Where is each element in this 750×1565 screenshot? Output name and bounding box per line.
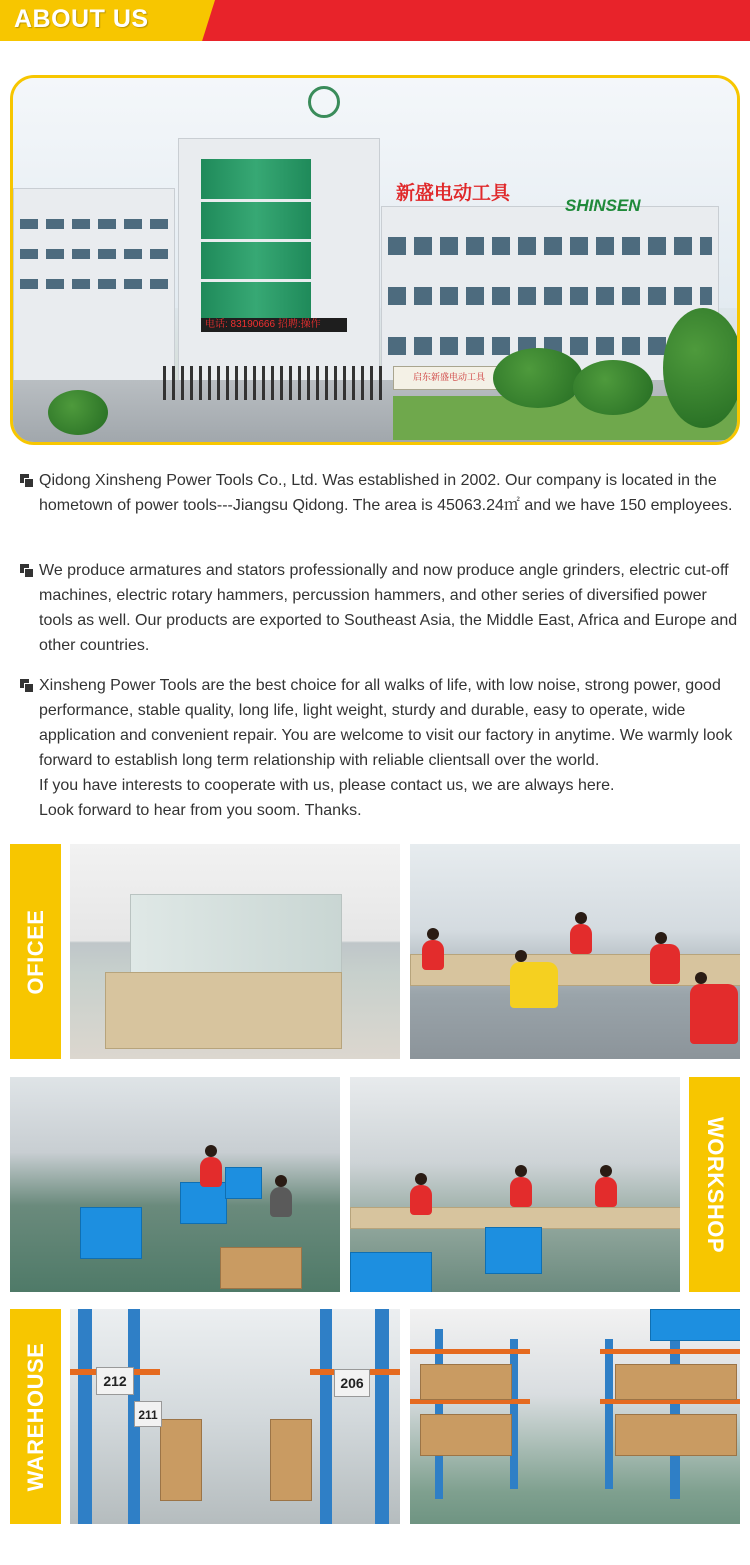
shinsen-brand-sign: SHINSEN xyxy=(565,196,641,215)
warehouse-photo-aisle xyxy=(70,1309,400,1524)
workshop-photo-assembly xyxy=(10,1077,340,1292)
square-bullet-icon xyxy=(20,474,32,486)
rack-number-tag: 212 xyxy=(96,1367,134,1395)
invitation-paragraph: Xinsheng Power Tools are the best choice for all walks of life, with low noise, strong power, good performance, stable quality, long life, light weight, sturdy and durable, easy to operate, wide application and convenient repair. You are welcome to visit our factory in anytime. We warmly look forward to establish long term relationship with reliable clientsall over the world. If you have interests to cooperate with us, please contact us, we are always here. Look forward to hear from you soom. Thanks. xyxy=(20,673,738,823)
worker xyxy=(595,1177,617,1207)
rack-number-tag: 211 xyxy=(134,1401,162,1427)
worker xyxy=(200,1157,222,1187)
square-bullet-icon xyxy=(20,679,32,691)
factory-gate xyxy=(163,366,383,400)
warehouse-label-block xyxy=(10,1309,61,1524)
factory-building-photo xyxy=(10,75,740,445)
warehouse-photo-shelving xyxy=(410,1309,740,1524)
about-us-banner xyxy=(0,0,750,41)
tree xyxy=(493,348,583,408)
worker xyxy=(510,1177,532,1207)
office-label: OFICEE xyxy=(22,909,48,994)
workshop-label: WORKSHOP xyxy=(702,1116,728,1253)
rooftop-logo-icon xyxy=(308,86,340,118)
worker xyxy=(270,1187,292,1217)
gate-name-plate: 启东新盛电动工具 xyxy=(393,366,505,390)
workshop-photo-production-line xyxy=(350,1077,680,1292)
staff-member xyxy=(510,962,558,1008)
tree xyxy=(48,390,108,435)
staff-member xyxy=(650,944,680,984)
rack-number-tag: 206 xyxy=(334,1369,370,1397)
staff-member xyxy=(422,940,444,970)
square-bullet-icon xyxy=(20,564,32,576)
office-photo-reception xyxy=(70,844,400,1059)
tree xyxy=(573,360,653,415)
staff-member xyxy=(690,984,738,1044)
page-title: ABOUT US xyxy=(14,5,149,33)
staff-member xyxy=(570,924,592,954)
products-paragraph: We produce armatures and stators professionally and now produce angle grinders, electric cut-off machines, electric rotary hammers, percussion hammers, and other series of diversified power tools as well. Our products are exported to Southeast Asia, the Middle East, Africa and Europe and other countries. xyxy=(20,558,738,658)
worker xyxy=(410,1185,432,1215)
left-building xyxy=(13,188,175,390)
warehouse-label: WAREHOUSE xyxy=(22,1342,48,1491)
tree xyxy=(663,308,740,428)
intro-paragraph: Qidong Xinsheng Power Tools Co., Ltd. Was established in 2002. Our company is located in the hometown of power tools---Jiangsu Qidong. The area is 45063.24㎡ and we have 150 employees. xyxy=(20,468,738,518)
led-scroll-sign: 电话: 83190666 招聘:操作 xyxy=(201,318,347,332)
chinese-company-sign: 新盛电动工具 xyxy=(396,182,511,204)
office-photo-workstations xyxy=(410,844,740,1059)
workshop-label-block xyxy=(689,1077,740,1292)
office-label-block xyxy=(10,844,61,1059)
reception-counter xyxy=(105,972,342,1049)
